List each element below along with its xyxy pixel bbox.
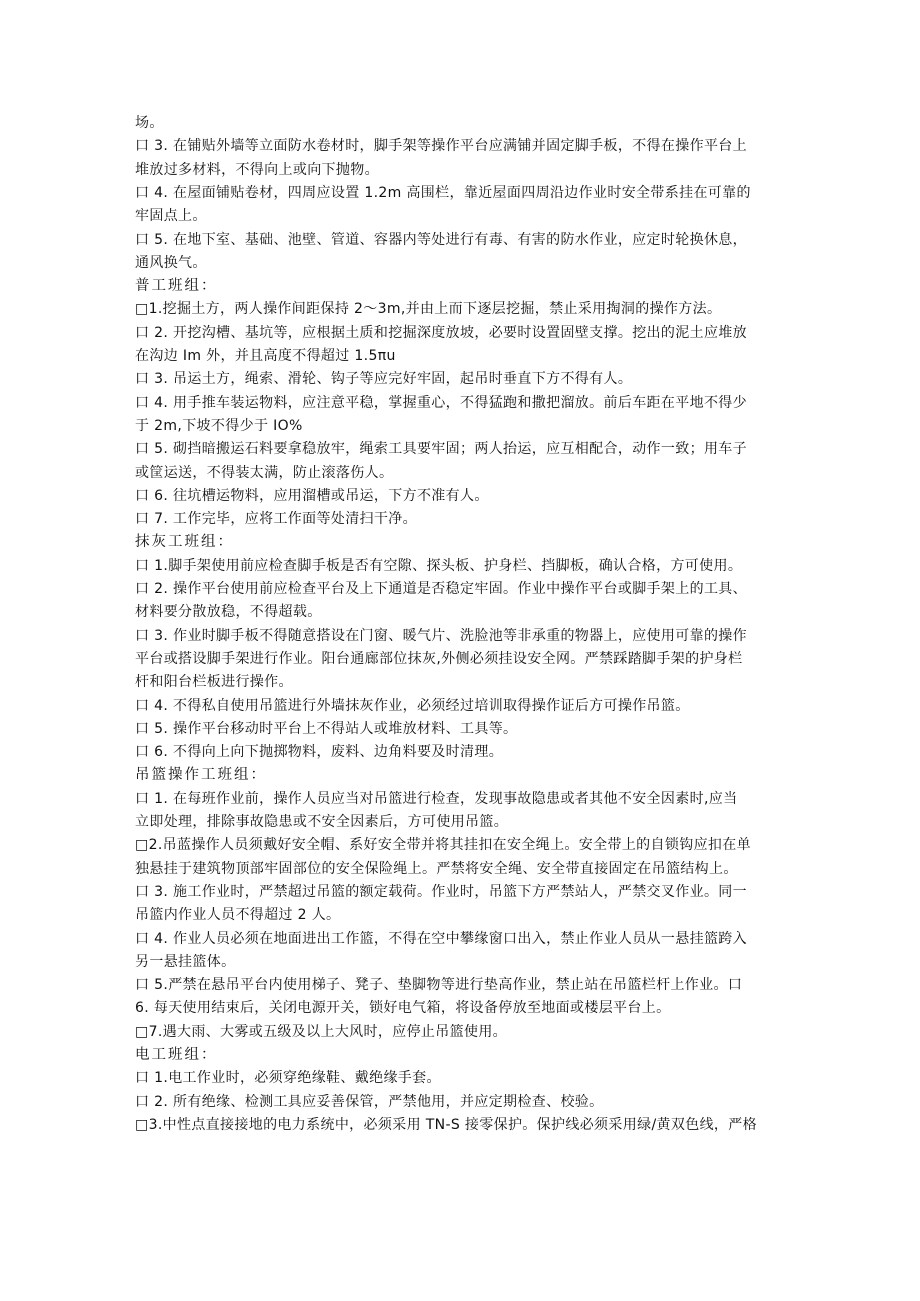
section-heading: 抹灰工班组： (135, 534, 234, 551)
text-line: 独悬挂于建筑物顶部牢固部位的安全保险绳上。严禁将安全绳、安全带直接固定在吊篮结构上。 (135, 860, 738, 877)
text-line: 口 3. 作业时脚手板不得随意搭设在门窗、暖气片、洗脸池等非承重的物器上，应使用可靠的操作 (135, 627, 748, 644)
text-line: 口 5. 操作平台移动时平台上不得站人或堆放材料、工具等。 (135, 720, 518, 737)
text-line: 口 3. 吊运土方，绳索、滑轮、钩子等应完好牢固，起吊时垂直下方不得有人。 (135, 371, 633, 388)
text-line: 口 1.脚手架使用前应检查脚手板是否有空隙、探头板、护身栏、挡脚板，确认合格，方可使用。 (135, 557, 743, 574)
section-heading: 电工班组： (135, 1047, 218, 1063)
text-line: 口 2. 所有绝缘、检测工具应妥善保管，严禁他用，并应定期检查、校验。 (135, 1093, 604, 1110)
text-line: 口 4. 作业人员必须在地面进出工作篮，不得在空中攀缘窗口出入，禁止作业人员从一悬挂篮跨入 (135, 930, 748, 947)
text-line: 口 1.电工作业时，必须穿绝缘鞋、戴绝缘手套。 (135, 1070, 441, 1087)
text-line: 口 5. 砌挡暗搬运石料要拿稳放牢，绳索工具要牢固；两人抬运，应互相配合，动作一致；用车子 (135, 441, 748, 458)
text-line: 口 3. 施工作业时，严禁超过吊篮的额定载荷。作业时，吊篮下方严禁站人，严禁交叉作业。同一 (135, 883, 748, 900)
text-line: 立即处理，排除事故隐患或不安全因素后，方可使用吊篮。 (135, 814, 509, 830)
text-line: 口 4. 用手推车装运物料，应注意平稳，掌握重心，不得猛跑和撒把溜放。前后车距在平地不得少 (135, 394, 748, 411)
text-line: 或筐运送，不得装太满，防止滚落伤人。 (135, 464, 394, 481)
text-line: 口 4. 在屋面铺贴卷材，四周应设置 1.2m 高围栏，靠近屋面四周沿边作业时安全带系挂在可靠的 (135, 184, 751, 201)
text-line: 在沟边 Im 外，并且高度不得超过 1.5πu (135, 348, 396, 364)
section-heading: 吊篮操作工班组： (135, 767, 267, 784)
text-line: 口 2. 操作平台使用前应检查平台及上下通道是否稳定牢固。作业中操作平台或脚手架上的工具、 (135, 581, 748, 597)
text-line: 于 2m,下坡不得少于 IO% (135, 417, 303, 434)
text-line: 口 2. 开挖沟槽、基坑等，应根据土质和挖掘深度放坡，必要时设置固壁支撑。挖出的泥土应堆放 (135, 324, 748, 341)
text-line: 平台或搭设脚手架进行作业。阳台通廊部位抹灰,外侧必须挂设安全网。严禁踩踏脚手架的护身栏 (135, 650, 743, 667)
text-line: 堆放过多材料，不得向上或向下抛物。 (135, 161, 379, 178)
text-line: □2.吊蓝操作人员须戴好安全帽、系好安全带并将其挂扣在安全绳上。安全带上的自锁钩应扣在单 (135, 837, 751, 854)
text-line: 6. 每天使用结束后，关闭电源开关，锁好电气箱，将设备停放至地面或楼层平台上。 (135, 1000, 671, 1017)
text-line: 牢固点上。 (135, 208, 207, 225)
text-line: □1.挖掘土方，两人操作间距保持 2～3m,并由上而下逐层挖掘，禁止采用掏洞的操作方法。 (135, 301, 722, 318)
text-line: 通风换气。 (135, 254, 207, 271)
text-line: □7.遇大雨、大雾或五级及以上大风时，应停止吊篮使用。 (135, 1023, 508, 1040)
text-line: 口 7. 工作完毕，应将工作面等处清扫干净。 (135, 511, 417, 528)
section-heading: 普工班组： (135, 278, 218, 295)
text-line: 材料要分散放稳，不得超载。 (135, 604, 322, 621)
text-line: 口 6. 不得向上向下抛掷物料，废料、边角料要及时清理。 (135, 744, 504, 761)
text-line: 杆和阳台栏板进行操作。 (135, 674, 293, 691)
text-line: 吊篮内作业人员不得超过 2 人。 (135, 907, 341, 924)
text-line: 口 1. 在每班作业前，操作人员应当对吊篮进行检查，发现事故隐患或者其他不安全因素时,应当 (135, 790, 738, 807)
text-line: 口 6. 往坑槽运物料，应用溜槽或吊运，下方不准有人。 (135, 487, 489, 504)
text-line: 口 4. 不得私自使用吊篮进行外墙抹灰作业，必须经过培训取得操作证后方可操作吊篮。 (135, 697, 690, 714)
text-line: □3.中性点直接接地的电力系统中，必须采用 TN-S 接零保护。保护线必须采用绿/黄双色线，严格 (135, 1116, 757, 1133)
text-line: 口 5.严禁在悬吊平台内使用梯子、凳子、垫脚物等进行垫高作业，禁止站在吊篮栏杆上作业。口 (135, 977, 743, 994)
text-line: 另一悬挂篮体。 (135, 953, 236, 970)
text-line: 口 3. 在铺贴外墙等立面防水卷材时，脚手架等操作平台应满铺并固定脚手板，不得在操作平台上 (135, 138, 748, 155)
text-line: 场。 (135, 115, 164, 131)
text-line: 口 5. 在地下室、基础、池壁、管道、容器内等处进行有毒、有害的防水作业，应定时轮换休息， (135, 231, 748, 248)
